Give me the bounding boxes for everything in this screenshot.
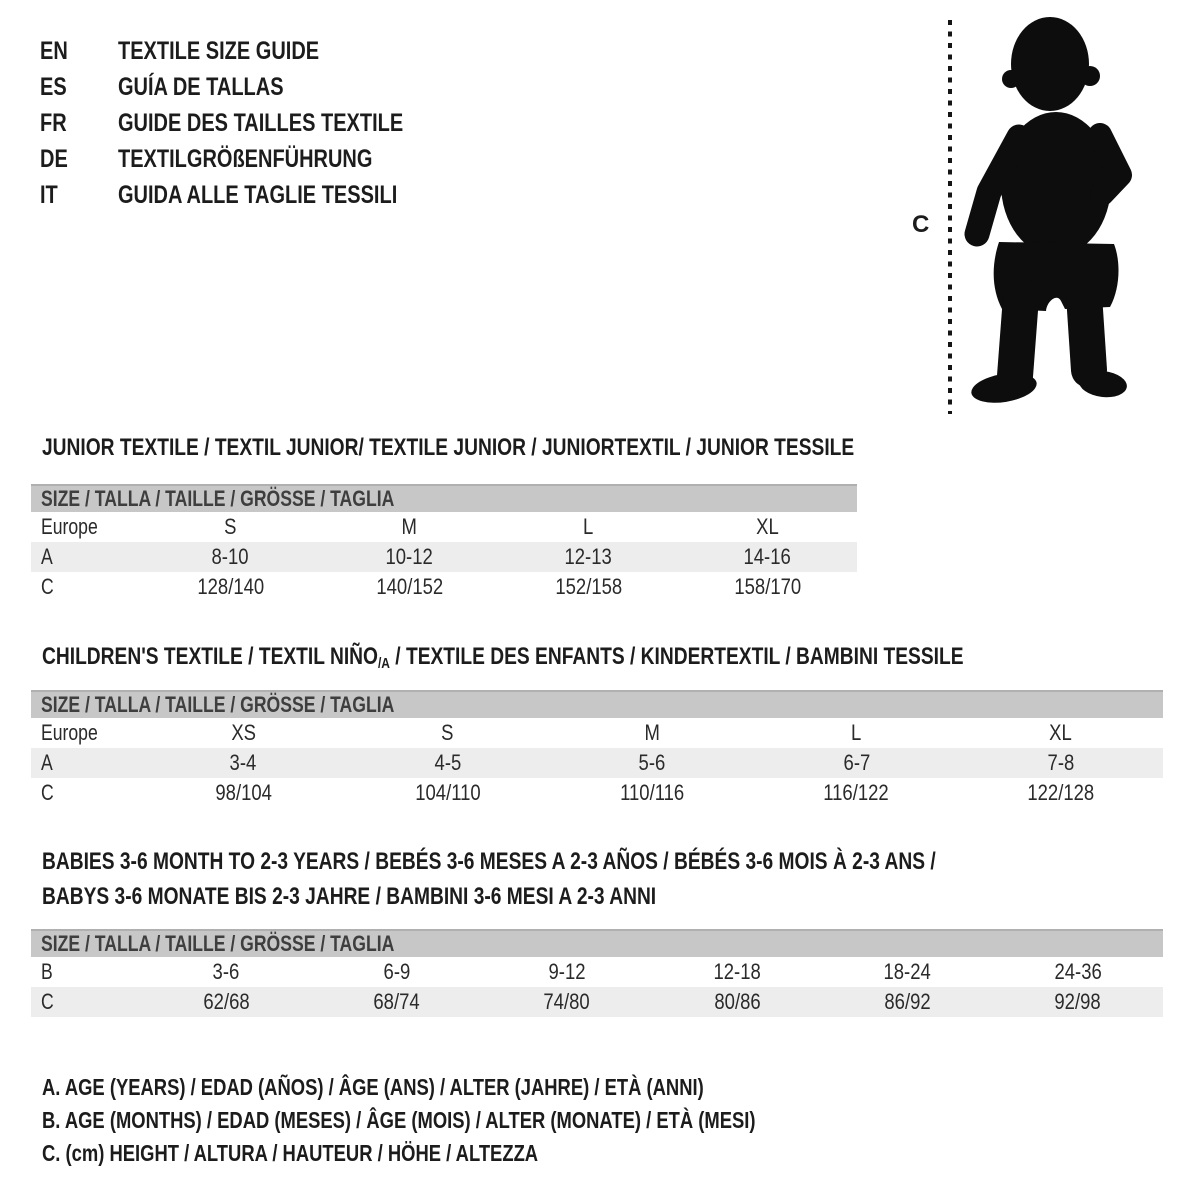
row-label: A (41, 544, 53, 569)
ear-left (1002, 70, 1020, 88)
row-label: C (41, 989, 54, 1014)
children-section-heading: CHILDREN'S TEXTILE / TEXTIL NIÑO/A / TEXTILE DES ENFANTS / KINDERTEXTIL / BAMBINI TESSILE (42, 643, 964, 672)
junior-section-heading: JUNIOR TEXTILE / TEXTIL JUNIOR/ TEXTILE JUNIOR / JUNIORTEXTIL / JUNIOR TESSILE (42, 434, 855, 461)
language-row-fr (40, 105, 475, 141)
legend-line-age-years: A. AGE (YEARS) / EDAD (AÑOS) / ÂGE (ANS) / ALTER (JAHRE) / ETÀ (ANNI) (42, 1074, 704, 1100)
row-label: A (41, 750, 53, 775)
language-code: EN (40, 36, 68, 65)
size-cell: 122/128 (1027, 780, 1095, 805)
heading-subscript: /A (377, 655, 390, 672)
babies-section-heading (42, 844, 1159, 914)
size-cell: 116/122 (823, 780, 890, 805)
size-cell: 74/80 (543, 989, 590, 1014)
size-cell: 8-10 (211, 544, 249, 569)
size-cell: 10-12 (385, 544, 434, 569)
language-row-de (40, 141, 475, 177)
table-row-columns (31, 718, 1163, 748)
size-cell: 24-36 (1054, 959, 1102, 984)
row-label: C (41, 780, 54, 805)
legend-line-age-months: B. AGE (MONTHS) / EDAD (MESES) / ÂGE (MOIS) / ALTER (MONATE) / ETÀ (MESI) (42, 1107, 756, 1133)
babies-heading-line2: BABYS 3-6 MONATE BIS 2-3 JAHRE / BAMBINI 3-6 MESI A 2-3 ANNI (42, 883, 657, 910)
column-header: S (224, 514, 237, 539)
column-header: M (401, 514, 418, 539)
row-label: B (41, 959, 53, 984)
language-row-en (40, 33, 475, 69)
column-header: Europe (41, 514, 98, 539)
junior-size-table (31, 484, 857, 602)
table-row-age (31, 748, 1163, 778)
language-title: TEXTILE SIZE GUIDE (118, 36, 320, 65)
column-header: M (644, 720, 660, 745)
column-header: XL (756, 514, 779, 539)
column-header: L (851, 720, 862, 745)
toddler-silhouette-icon (962, 12, 1134, 412)
table-row-height (31, 572, 857, 602)
size-cell: 110/116 (619, 780, 685, 805)
size-cell: 158/170 (734, 574, 801, 599)
size-cell: 140/152 (376, 574, 443, 599)
size-cell: 7-8 (1047, 750, 1075, 775)
language-code: DE (40, 144, 68, 173)
size-header-bar: SIZE / TALLA / TAILLE / GRÖSSE / TAGLIA (31, 484, 857, 512)
size-cell: 98/104 (214, 780, 272, 805)
height-measure-label: C (912, 211, 930, 238)
size-cell: 12-18 (713, 959, 761, 984)
language-code: IT (40, 180, 58, 209)
language-row-es (40, 69, 475, 105)
size-cell: 4-5 (434, 750, 461, 775)
language-code: FR (40, 108, 67, 137)
table-row-height (31, 778, 1163, 808)
language-code: ES (40, 72, 67, 101)
column-header: S (441, 720, 454, 745)
size-cell: 6-9 (383, 959, 410, 984)
column-header: XL (1049, 720, 1073, 745)
language-title: TEXTILGRÖßENFÜHRUNG (118, 144, 373, 173)
language-title-block (40, 33, 475, 213)
ear-right (1080, 66, 1100, 86)
measure-legend (42, 1071, 934, 1170)
size-cell: 5-6 (638, 750, 666, 775)
language-title: GUÍA DE TALLAS (118, 72, 284, 101)
size-cell: 12-13 (564, 544, 613, 569)
table-row-age-months (31, 957, 1163, 987)
babies-heading-line1: BABIES 3-6 MONTH TO 2-3 YEARS / BEBÉS 3-6 MESES A 2-3 AÑOS / BÉBÉS 3-6 MOIS À 2-3 ANS / (42, 848, 936, 875)
size-cell: 6-7 (843, 750, 870, 775)
legend-line-height: C. (cm) HEIGHT / ALTURA / HAUTEUR / HÖHE / ALTEZZA (42, 1140, 539, 1166)
size-cell: 18-24 (883, 959, 932, 984)
column-header: L (583, 514, 594, 539)
size-cell: 3-4 (229, 750, 257, 775)
size-cell: 152/158 (555, 574, 622, 599)
column-header: Europe (41, 720, 98, 745)
babies-size-table (31, 929, 1163, 1017)
table-row-age (31, 542, 857, 572)
height-dashed-line (946, 18, 954, 416)
size-cell: 86/92 (884, 989, 931, 1014)
size-cell: 128/140 (197, 574, 264, 599)
row-label: C (41, 574, 54, 599)
table-row-height (31, 987, 1163, 1017)
size-cell: 9-12 (548, 959, 586, 984)
language-row-it (40, 177, 475, 213)
size-cell: 68/74 (373, 989, 420, 1014)
table-row-columns (31, 512, 857, 542)
size-header-bar: SIZE / TALLA / TAILLE / GRÖSSE / TAGLIA (31, 690, 1163, 718)
children-size-table (31, 690, 1163, 808)
size-cell: 92/98 (1054, 989, 1101, 1014)
size-cell: 62/68 (203, 989, 250, 1014)
size-cell: 14-16 (743, 544, 792, 569)
size-cell: 104/110 (414, 780, 481, 805)
language-title: GUIDA ALLE TAGLIE TESSILI (118, 180, 398, 209)
size-cell: 3-6 (212, 959, 240, 984)
size-cell: 80/86 (714, 989, 761, 1014)
size-header-bar: SIZE / TALLA / TAILLE / GRÖSSE / TAGLIA (31, 929, 1163, 957)
language-title: GUIDE DES TAILLES TEXTILE (118, 108, 404, 137)
column-header: XS (230, 720, 256, 745)
